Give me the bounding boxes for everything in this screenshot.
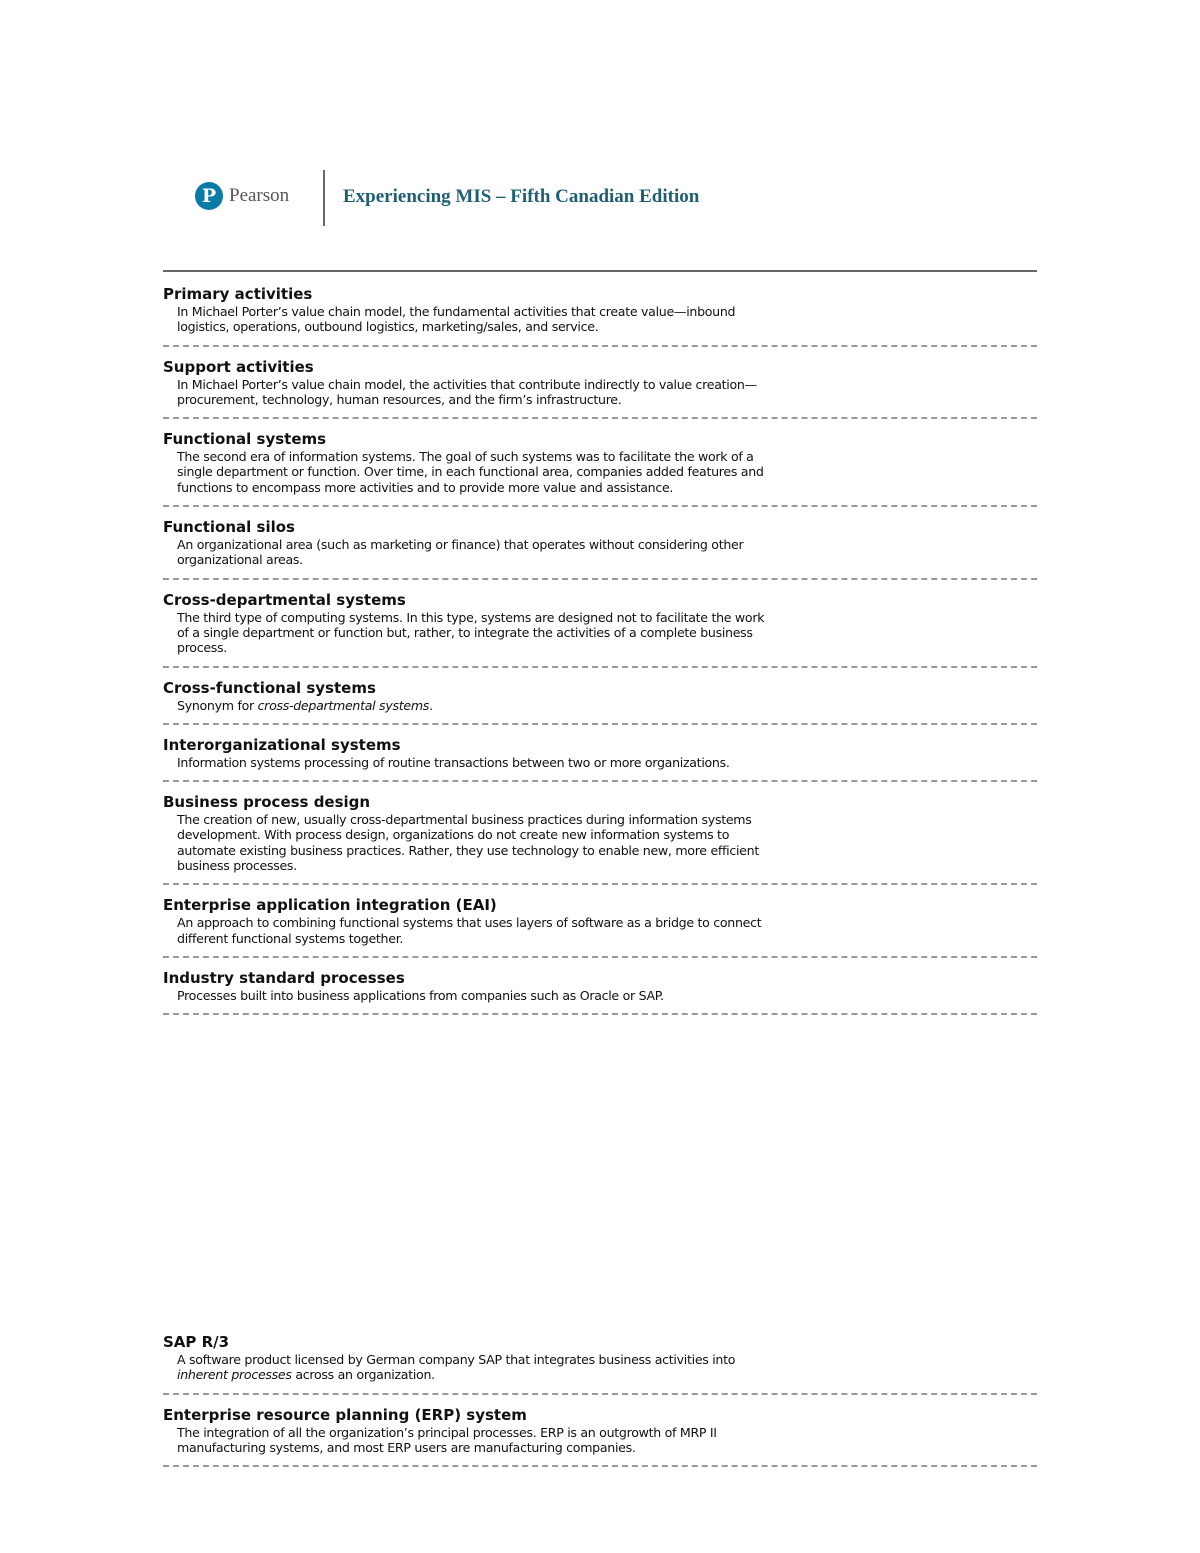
- glossary-term: Enterprise application integration (EAI): [163, 896, 497, 915]
- glossary-term: Support activities: [163, 357, 314, 376]
- book-title: Experiencing MIS – Fifth Canadian Edition: [343, 186, 700, 207]
- glossary-term: Enterprise resource planning (ERP) system: [163, 1405, 527, 1424]
- glossary-term: Industry standard processes: [163, 968, 405, 987]
- glossary-entry: [163, 1322, 1037, 1395]
- glossary-definition: The creation of new, usually cross-departmental business practices during information systems development. With process design, organizations do not create new information systems to automate existing business practices. Rather, they use technology to enable new, more efficient business processes.: [177, 812, 759, 874]
- glossary-entry: [163, 885, 1037, 958]
- glossary-definition: An approach to combining functional systems that uses layers of software as a bridge to connect different functional systems together.: [177, 915, 762, 946]
- glossary-definition: The second era of information systems. The goal of such systems was to facilitate the work of a single department or function. Over time, in each functional area, companies added features and functions to encompass more activities and to provide more value and assistance.: [177, 449, 764, 495]
- glossary-entry: [163, 958, 1037, 1015]
- glossary-definition: In Michael Porter’s value chain model, the activities that contribute indirectly to value creation—procurement, technology, human resources, and the firm’s infrastructure.: [177, 376, 757, 407]
- definition-emphasis: inherent processes: [177, 1367, 292, 1383]
- glossary-list-bottom: [163, 1322, 1037, 1467]
- glossary-entry: [163, 347, 1037, 420]
- glossary-term: SAP R/3: [163, 1333, 230, 1351]
- glossary-term: Business process design: [163, 793, 371, 812]
- glossary-definition: The third type of computing systems. In this type, systems are designed not to facilitate the work of a single department or function but, rather, to integrate the activities of a complete business process.: [177, 609, 765, 656]
- glossary-term: Interorganizational systems: [163, 735, 401, 754]
- pearson-wordmark: Pearson: [229, 185, 290, 206]
- header-rule: [163, 270, 1037, 272]
- page-header: [195, 170, 895, 226]
- glossary-term: Cross-departmental systems: [163, 590, 406, 609]
- definition-text: .: [429, 697, 433, 713]
- glossary-entry: [163, 419, 1037, 507]
- glossary-entry: [163, 580, 1037, 668]
- pearson-p-icon: P: [195, 182, 223, 210]
- glossary-list-top: [163, 274, 1037, 1015]
- glossary-term: Primary activities: [163, 285, 313, 303]
- definition-text: A software product licensed by German company SAP that integrates business activities into: [177, 1352, 736, 1367]
- pearson-logo: [195, 180, 289, 212]
- glossary-entry: [163, 668, 1037, 725]
- glossary-definition: [177, 1352, 767, 1383]
- header-divider: [323, 170, 325, 226]
- glossary-entry: [163, 507, 1037, 580]
- glossary-definition: In Michael Porter’s value chain model, the fundamental activities that create value—inbound logistics, operations, outbound logistics, marketing/sales, and service.: [177, 304, 736, 335]
- glossary-definition: The integration of all the organization’s principal processes. ERP is an outgrowth of MRP II manufacturing systems, and most ERP users are manufacturing companies.: [177, 1424, 717, 1455]
- glossary-entry: [163, 782, 1037, 885]
- glossary-term: Cross-functional systems: [163, 678, 376, 697]
- definition-text: Synonym for: [177, 697, 258, 713]
- glossary-definition: Information systems processing of routine transactions between two or more organizations.: [177, 754, 730, 770]
- glossary-entry: [163, 725, 1037, 782]
- glossary-definition: An organizational area (such as marketing or finance) that operates without considering other organizational areas.: [177, 537, 744, 568]
- glossary-definition: Processes built into business applications from companies such as Oracle or SAP.: [177, 987, 664, 1003]
- definition-text: across an organization.: [291, 1367, 435, 1383]
- glossary-term: Functional silos: [163, 518, 295, 537]
- glossary-entry: [163, 1395, 1037, 1468]
- glossary-term: Functional systems: [163, 430, 327, 449]
- glossary-definition: [177, 698, 767, 713]
- glossary-entry: [163, 274, 1037, 347]
- definition-emphasis: cross-departmental systems: [257, 697, 430, 713]
